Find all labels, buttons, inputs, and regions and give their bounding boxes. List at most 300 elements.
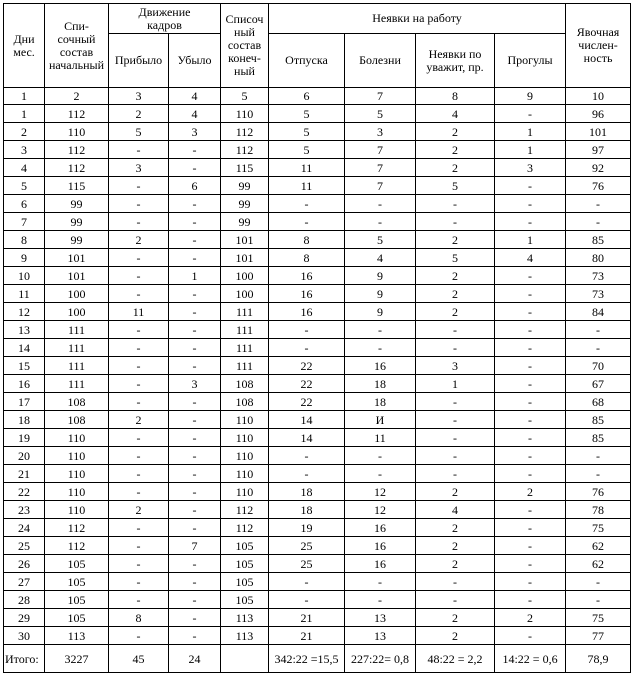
- cell-excused: 2: [416, 267, 495, 285]
- cell-day: 11: [4, 285, 45, 303]
- cell-left: -: [169, 159, 221, 177]
- cell-sickness: 3: [345, 123, 416, 141]
- cell-truancy: -: [495, 375, 566, 393]
- cell-truancy: -: [495, 105, 566, 123]
- cell-sickness: 13: [345, 609, 416, 627]
- cell-left: -: [169, 321, 221, 339]
- header-sickness: Болезни: [345, 34, 416, 88]
- table-row: [4, 375, 631, 393]
- cell-truancy: -: [495, 447, 566, 465]
- cell-vacation: -: [269, 591, 345, 609]
- cell-vacation: 18: [269, 501, 345, 519]
- cell-initial-staff: 110: [45, 483, 109, 501]
- cell-arrived: -: [109, 573, 169, 591]
- cell-day: 21: [4, 465, 45, 483]
- cell-final-staff: [221, 645, 269, 673]
- cell-initial-staff: 99: [45, 213, 109, 231]
- table-row: [4, 141, 631, 159]
- cell-excused: 2: [416, 519, 495, 537]
- cell-final-staff: 111: [221, 303, 269, 321]
- cell-truancy: -: [495, 429, 566, 447]
- cell-final-staff: 105: [221, 591, 269, 609]
- cell-arrived: -: [109, 267, 169, 285]
- cell-day: 19: [4, 429, 45, 447]
- table-row: [4, 231, 631, 249]
- cell-attendance: -: [566, 339, 631, 357]
- cell-arrived: 45: [109, 645, 169, 673]
- cell-left: 24: [169, 645, 221, 673]
- column-number: 8: [416, 88, 495, 105]
- cell-truancy: 1: [495, 123, 566, 141]
- cell-arrived: -: [109, 375, 169, 393]
- cell-day: 16: [4, 375, 45, 393]
- cell-vacation: 16: [269, 285, 345, 303]
- cell-final-staff: 110: [221, 447, 269, 465]
- cell-sickness: 13: [345, 627, 416, 645]
- cell-day: 10: [4, 267, 45, 285]
- header-row-top: [4, 4, 631, 34]
- cell-final-staff: 111: [221, 339, 269, 357]
- cell-attendance: -: [566, 591, 631, 609]
- cell-vacation: 22: [269, 357, 345, 375]
- cell-truancy: 3: [495, 159, 566, 177]
- table-row: [4, 213, 631, 231]
- cell-day: 6: [4, 195, 45, 213]
- cell-excused: -: [416, 465, 495, 483]
- cell-vacation: -: [269, 447, 345, 465]
- cell-sickness: -: [345, 321, 416, 339]
- cell-initial-staff: 112: [45, 159, 109, 177]
- cell-truancy: -: [495, 213, 566, 231]
- cell-excused: -: [416, 591, 495, 609]
- table-row: [4, 501, 631, 519]
- cell-attendance: 73: [566, 267, 631, 285]
- cell-arrived: -: [109, 357, 169, 375]
- cell-initial-staff: 99: [45, 231, 109, 249]
- cell-vacation: 8: [269, 231, 345, 249]
- cell-left: -: [169, 501, 221, 519]
- cell-left: -: [169, 231, 221, 249]
- cell-arrived: 8: [109, 609, 169, 627]
- cell-initial-staff: 108: [45, 393, 109, 411]
- cell-initial-staff: 111: [45, 339, 109, 357]
- cell-attendance: 97: [566, 141, 631, 159]
- cell-left: -: [169, 393, 221, 411]
- cell-final-staff: 112: [221, 123, 269, 141]
- column-number: 1: [4, 88, 45, 105]
- cell-vacation: 18: [269, 483, 345, 501]
- cell-vacation: 22: [269, 393, 345, 411]
- column-number: 2: [45, 88, 109, 105]
- cell-excused: 5: [416, 177, 495, 195]
- cell-initial-staff: 110: [45, 447, 109, 465]
- cell-left: -: [169, 609, 221, 627]
- cell-day: 23: [4, 501, 45, 519]
- cell-final-staff: 111: [221, 321, 269, 339]
- cell-arrived: -: [109, 483, 169, 501]
- cell-final-staff: 113: [221, 609, 269, 627]
- table-row: [4, 591, 631, 609]
- cell-final-staff: 110: [221, 429, 269, 447]
- cell-truancy: 1: [495, 231, 566, 249]
- cell-sickness: 5: [345, 105, 416, 123]
- cell-excused: -: [416, 321, 495, 339]
- cell-final-staff: 112: [221, 141, 269, 159]
- cell-vacation: -: [269, 339, 345, 357]
- cell-final-staff: 113: [221, 627, 269, 645]
- cell-left: -: [169, 591, 221, 609]
- cell-excused: -: [416, 429, 495, 447]
- cell-day: 3: [4, 141, 45, 159]
- cell-truancy: -: [495, 357, 566, 375]
- cell-vacation: 11: [269, 159, 345, 177]
- cell-excused: 2: [416, 141, 495, 159]
- cell-sickness: -: [345, 573, 416, 591]
- cell-day: 12: [4, 303, 45, 321]
- cell-vacation: 16: [269, 303, 345, 321]
- cell-sickness: 9: [345, 285, 416, 303]
- header-excused: Неявки по уважит, пр.: [416, 34, 495, 88]
- cell-left: -: [169, 303, 221, 321]
- cell-sickness: 11: [345, 429, 416, 447]
- cell-excused: -: [416, 213, 495, 231]
- cell-day: 22: [4, 483, 45, 501]
- cell-left: -: [169, 339, 221, 357]
- cell-excused: 5: [416, 249, 495, 267]
- cell-sickness: 12: [345, 501, 416, 519]
- table-row: [4, 357, 631, 375]
- cell-attendance: -: [566, 465, 631, 483]
- cell-truancy: 2: [495, 483, 566, 501]
- column-number: 6: [269, 88, 345, 105]
- cell-excused: 2: [416, 483, 495, 501]
- cell-arrived: -: [109, 213, 169, 231]
- cell-vacation: 22: [269, 375, 345, 393]
- cell-vacation: -: [269, 213, 345, 231]
- table-row: [4, 411, 631, 429]
- cell-initial-staff: 100: [45, 285, 109, 303]
- cell-arrived: -: [109, 519, 169, 537]
- table-row: [4, 123, 631, 141]
- cell-vacation: 5: [269, 123, 345, 141]
- cell-left: -: [169, 195, 221, 213]
- cell-vacation: 5: [269, 105, 345, 123]
- cell-arrived: -: [109, 249, 169, 267]
- cell-arrived: -: [109, 141, 169, 159]
- header-left: Убыло: [169, 34, 221, 88]
- cell-attendance: 62: [566, 555, 631, 573]
- cell-excused: 48:22 = 2,2: [416, 645, 495, 673]
- cell-left: 3: [169, 123, 221, 141]
- cell-truancy: -: [495, 303, 566, 321]
- cell-initial-staff: 111: [45, 375, 109, 393]
- cell-arrived: 2: [109, 501, 169, 519]
- cell-attendance: 77: [566, 627, 631, 645]
- cell-excused: 2: [416, 285, 495, 303]
- cell-day: 20: [4, 447, 45, 465]
- cell-excused: 2: [416, 537, 495, 555]
- cell-sickness: 16: [345, 357, 416, 375]
- cell-left: -: [169, 285, 221, 303]
- cell-sickness: -: [345, 213, 416, 231]
- table-row: [4, 249, 631, 267]
- cell-sickness: 12: [345, 483, 416, 501]
- cell-vacation: 16: [269, 267, 345, 285]
- cell-final-staff: 110: [221, 483, 269, 501]
- cell-sickness: 18: [345, 375, 416, 393]
- cell-final-staff: 110: [221, 411, 269, 429]
- table-row: [4, 321, 631, 339]
- cell-sickness: -: [345, 465, 416, 483]
- cell-excused: 2: [416, 231, 495, 249]
- table-row: [4, 195, 631, 213]
- cell-day: 18: [4, 411, 45, 429]
- cell-attendance: 78,9: [566, 645, 631, 673]
- cell-arrived: -: [109, 627, 169, 645]
- cell-truancy: -: [495, 537, 566, 555]
- cell-final-staff: 108: [221, 393, 269, 411]
- cell-day: 2: [4, 123, 45, 141]
- cell-arrived: -: [109, 195, 169, 213]
- cell-left: -: [169, 411, 221, 429]
- cell-vacation: 21: [269, 609, 345, 627]
- cell-final-staff: 110: [221, 465, 269, 483]
- header-staff-movement: Движение кадров: [109, 4, 221, 34]
- cell-day: 26: [4, 555, 45, 573]
- cell-arrived: -: [109, 321, 169, 339]
- cell-vacation: 25: [269, 537, 345, 555]
- column-number: 9: [495, 88, 566, 105]
- cell-vacation: -: [269, 573, 345, 591]
- cell-day: 25: [4, 537, 45, 555]
- cell-arrived: 2: [109, 105, 169, 123]
- cell-excused: -: [416, 573, 495, 591]
- cell-arrived: 3: [109, 159, 169, 177]
- cell-excused: -: [416, 195, 495, 213]
- cell-left: -: [169, 447, 221, 465]
- cell-excused: 4: [416, 501, 495, 519]
- column-number: 5: [221, 88, 269, 105]
- cell-truancy: 4: [495, 249, 566, 267]
- cell-left: 6: [169, 177, 221, 195]
- cell-initial-staff: 105: [45, 573, 109, 591]
- cell-attendance: 76: [566, 177, 631, 195]
- cell-initial-staff: 115: [45, 177, 109, 195]
- table-header: [4, 4, 631, 105]
- cell-initial-staff: 100: [45, 303, 109, 321]
- cell-attendance: -: [566, 321, 631, 339]
- table-row: [4, 159, 631, 177]
- cell-initial-staff: 112: [45, 537, 109, 555]
- cell-sickness: 16: [345, 537, 416, 555]
- table-row: [4, 555, 631, 573]
- cell-sickness: 7: [345, 159, 416, 177]
- cell-initial-staff: 101: [45, 267, 109, 285]
- cell-excused: -: [416, 447, 495, 465]
- cell-day: 7: [4, 213, 45, 231]
- cell-attendance: 85: [566, 429, 631, 447]
- cell-vacation: 19: [269, 519, 345, 537]
- cell-excused: 2: [416, 123, 495, 141]
- cell-sickness: 4: [345, 249, 416, 267]
- cell-sickness: 16: [345, 555, 416, 573]
- cell-final-staff: 108: [221, 375, 269, 393]
- cell-truancy: -: [495, 321, 566, 339]
- cell-left: -: [169, 465, 221, 483]
- table-body: [4, 105, 631, 673]
- cell-excused: 2: [416, 609, 495, 627]
- cell-arrived: 11: [109, 303, 169, 321]
- cell-initial-staff: 111: [45, 321, 109, 339]
- cell-day: 28: [4, 591, 45, 609]
- cell-day: 15: [4, 357, 45, 375]
- cell-initial-staff: 105: [45, 591, 109, 609]
- cell-excused: 2: [416, 159, 495, 177]
- cell-excused: -: [416, 411, 495, 429]
- table-row: [4, 447, 631, 465]
- cell-sickness: 18: [345, 393, 416, 411]
- cell-excused: 2: [416, 303, 495, 321]
- cell-attendance: 85: [566, 411, 631, 429]
- cell-left: 7: [169, 537, 221, 555]
- cell-day: 30: [4, 627, 45, 645]
- column-number: 4: [169, 88, 221, 105]
- cell-final-staff: 100: [221, 285, 269, 303]
- cell-vacation: 8: [269, 249, 345, 267]
- cell-attendance: 80: [566, 249, 631, 267]
- total-row: [4, 645, 631, 673]
- cell-attendance: 96: [566, 105, 631, 123]
- cell-truancy: -: [495, 411, 566, 429]
- cell-initial-staff: 110: [45, 123, 109, 141]
- cell-final-staff: 99: [221, 213, 269, 231]
- cell-arrived: 5: [109, 123, 169, 141]
- cell-vacation: 14: [269, 411, 345, 429]
- cell-sickness: 5: [345, 231, 416, 249]
- table-row: [4, 105, 631, 123]
- cell-sickness: И: [345, 411, 416, 429]
- cell-initial-staff: 110: [45, 501, 109, 519]
- cell-day: 8: [4, 231, 45, 249]
- cell-left: -: [169, 573, 221, 591]
- cell-sickness: -: [345, 195, 416, 213]
- cell-vacation: 5: [269, 141, 345, 159]
- cell-final-staff: 101: [221, 249, 269, 267]
- cell-day: 27: [4, 573, 45, 591]
- cell-left: 1: [169, 267, 221, 285]
- cell-sickness: 7: [345, 141, 416, 159]
- cell-arrived: -: [109, 465, 169, 483]
- cell-left: -: [169, 213, 221, 231]
- cell-attendance: 62: [566, 537, 631, 555]
- cell-arrived: -: [109, 285, 169, 303]
- cell-vacation: -: [269, 321, 345, 339]
- cell-day: 4: [4, 159, 45, 177]
- cell-final-staff: 105: [221, 573, 269, 591]
- cell-arrived: -: [109, 537, 169, 555]
- cell-attendance: 78: [566, 501, 631, 519]
- cell-arrived: -: [109, 591, 169, 609]
- cell-final-staff: 112: [221, 501, 269, 519]
- cell-left: -: [169, 555, 221, 573]
- table-row: [4, 627, 631, 645]
- cell-final-staff: 99: [221, 177, 269, 195]
- cell-attendance: -: [566, 213, 631, 231]
- table-row: [4, 177, 631, 195]
- cell-sickness: 9: [345, 267, 416, 285]
- table-row: [4, 285, 631, 303]
- cell-sickness: -: [345, 447, 416, 465]
- cell-vacation: 14: [269, 429, 345, 447]
- header-days: Дни мес.: [4, 4, 45, 88]
- cell-attendance: 68: [566, 393, 631, 411]
- cell-attendance: 101: [566, 123, 631, 141]
- cell-initial-staff: 113: [45, 627, 109, 645]
- cell-final-staff: 111: [221, 357, 269, 375]
- header-final-staff: Списоч ный состав конеч- ный: [221, 4, 269, 88]
- cell-sickness: -: [345, 339, 416, 357]
- header-initial-staff: Спи- сочный состав начальный: [45, 4, 109, 88]
- cell-arrived: -: [109, 177, 169, 195]
- cell-truancy: -: [495, 519, 566, 537]
- cell-truancy: -: [495, 465, 566, 483]
- table-row: [4, 519, 631, 537]
- cell-excused: -: [416, 393, 495, 411]
- cell-day: 29: [4, 609, 45, 627]
- cell-arrived: 2: [109, 411, 169, 429]
- cell-vacation: 11: [269, 177, 345, 195]
- cell-left: 4: [169, 105, 221, 123]
- header-attendance: Явочная числен- ность: [566, 4, 631, 88]
- cell-arrived: -: [109, 393, 169, 411]
- cell-truancy: 1: [495, 141, 566, 159]
- cell-truancy: -: [495, 627, 566, 645]
- cell-initial-staff: 112: [45, 519, 109, 537]
- cell-excused: 2: [416, 555, 495, 573]
- cell-excused: 1: [416, 375, 495, 393]
- cell-day: 14: [4, 339, 45, 357]
- cell-truancy: -: [495, 177, 566, 195]
- cell-arrived: -: [109, 447, 169, 465]
- cell-final-staff: 105: [221, 555, 269, 573]
- cell-final-staff: 110: [221, 105, 269, 123]
- cell-day: 17: [4, 393, 45, 411]
- cell-sickness: -: [345, 591, 416, 609]
- cell-day: Итого:: [4, 645, 45, 673]
- cell-truancy: -: [495, 267, 566, 285]
- table-row: [4, 267, 631, 285]
- cell-truancy: -: [495, 339, 566, 357]
- cell-initial-staff: 101: [45, 249, 109, 267]
- cell-truancy: -: [495, 393, 566, 411]
- cell-attendance: 92: [566, 159, 631, 177]
- cell-left: -: [169, 519, 221, 537]
- column-number: 3: [109, 88, 169, 105]
- cell-final-staff: 105: [221, 537, 269, 555]
- cell-initial-staff: 99: [45, 195, 109, 213]
- cell-excused: 3: [416, 357, 495, 375]
- cell-day: 5: [4, 177, 45, 195]
- cell-final-staff: 100: [221, 267, 269, 285]
- table-row: [4, 339, 631, 357]
- cell-initial-staff: 105: [45, 555, 109, 573]
- cell-vacation: 21: [269, 627, 345, 645]
- cell-sickness: 9: [345, 303, 416, 321]
- cell-excused: 4: [416, 105, 495, 123]
- cell-left: -: [169, 627, 221, 645]
- column-number-row: [4, 88, 631, 105]
- cell-vacation: 342:22 =15,5: [269, 645, 345, 673]
